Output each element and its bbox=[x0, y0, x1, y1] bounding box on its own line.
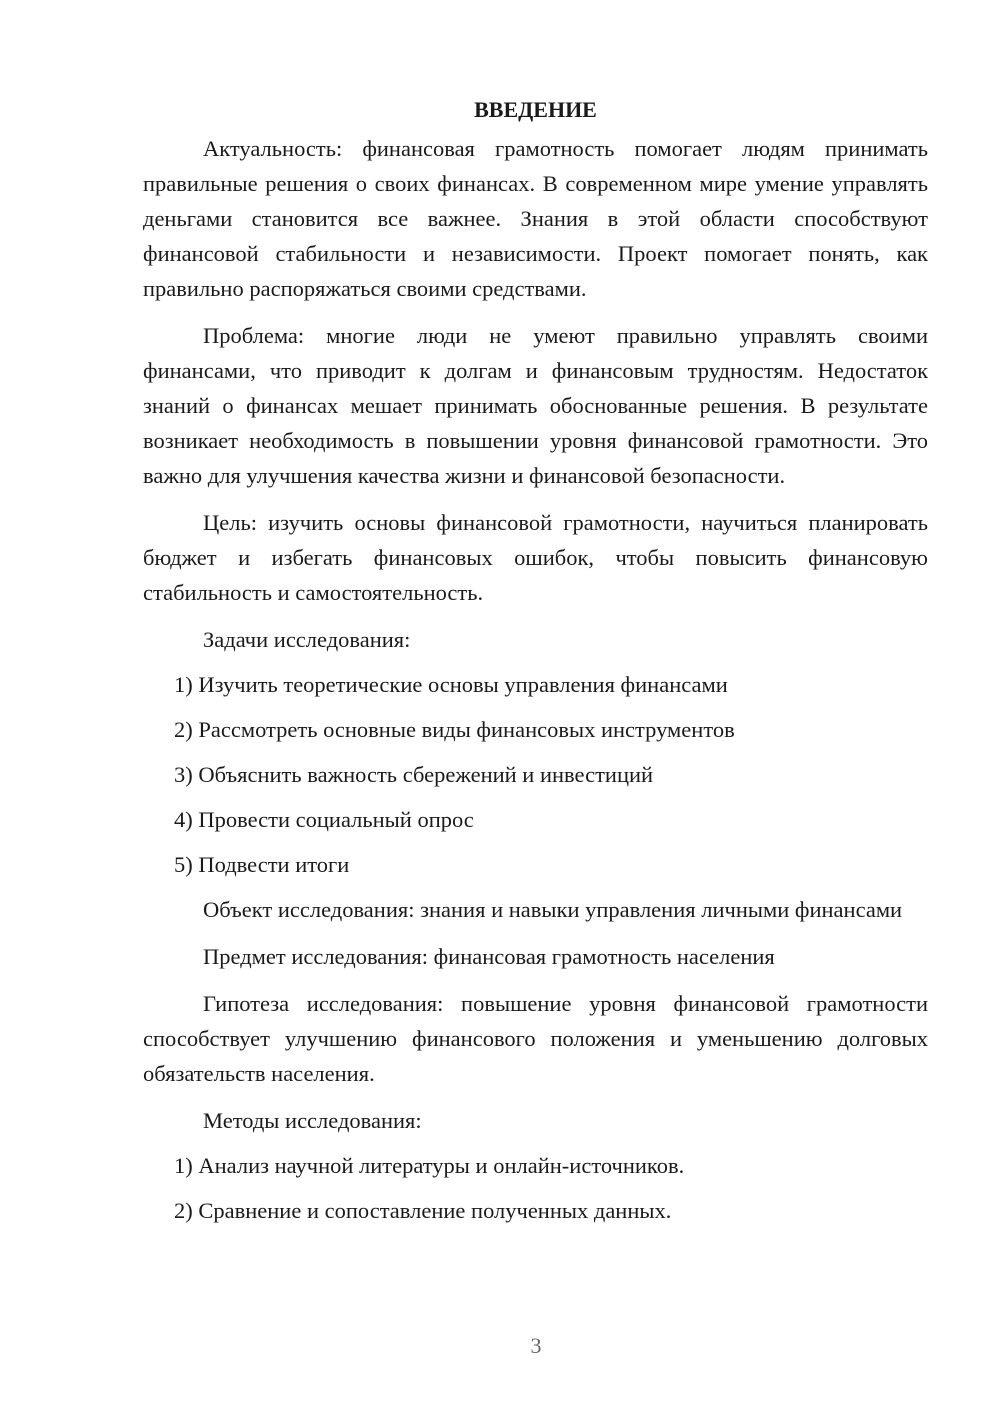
problem-paragraph: Проблема: многие люди не умеют правильно управлять своими финансами, что приводит к долгам и финансовым трудностям. Недостаток знаний о финансах мешает принимать обоснованные решения. В результате возникает необходимость в повышении уровня финансовой грамотности. Это важно для улучшения качества жизни и финансовой безопасности. bbox=[143, 323, 928, 488]
task-item: 3) Объяснить важность сбережений и инвестиций bbox=[174, 762, 654, 787]
method-item: 2) Сравнение и сопоставление полученных данных. bbox=[174, 1198, 672, 1223]
method-item: 1) Анализ научной литературы и онлайн-источников. bbox=[174, 1153, 685, 1178]
task-item: 2) Рассмотреть основные виды финансовых инструментов bbox=[174, 717, 735, 742]
page-number: 3 bbox=[530, 1333, 542, 1358]
methods-heading: Методы исследования: bbox=[203, 1108, 422, 1133]
tasks-heading: Задачи исследования: bbox=[203, 627, 411, 652]
task-item: 5) Подвести итоги bbox=[174, 852, 350, 877]
task-item: 4) Провести социальный опрос bbox=[174, 807, 474, 832]
goal-paragraph: Цель: изучить основы финансовой грамотности, научиться планировать бюджет и избегать финансовых ошибок, чтобы повысить финансовую стабильность и самостоятельность. bbox=[143, 510, 928, 605]
document-title: ВВЕДЕНИЕ bbox=[474, 97, 597, 122]
hypothesis-paragraph: Гипотеза исследования: повышение уровня финансовой грамотности способствует улучшению финансового положения и уменьшению долговых обязательств населения. bbox=[143, 991, 928, 1086]
tasks-list bbox=[143, 667, 928, 882]
document-page bbox=[143, 92, 928, 1238]
task-item: 1) Изучить теоретические основы управления финансами bbox=[174, 672, 728, 697]
relevance-paragraph: Актуальность: финансовая грамотность помогает людям принимать правильные решения о своих финансах. В современном мире умение управлять деньгами становится все важнее. Знания в этой области способствуют финансовой стабильности и независимости. Проект помогает понять, как правильно распоряжаться своими средствами. bbox=[143, 136, 928, 301]
subject-paragraph: Предмет исследования: финансовая грамотность населения bbox=[203, 944, 775, 969]
object-paragraph: Объект исследования: знания и навыки управления личными финансами bbox=[203, 897, 903, 922]
methods-list bbox=[143, 1148, 928, 1228]
